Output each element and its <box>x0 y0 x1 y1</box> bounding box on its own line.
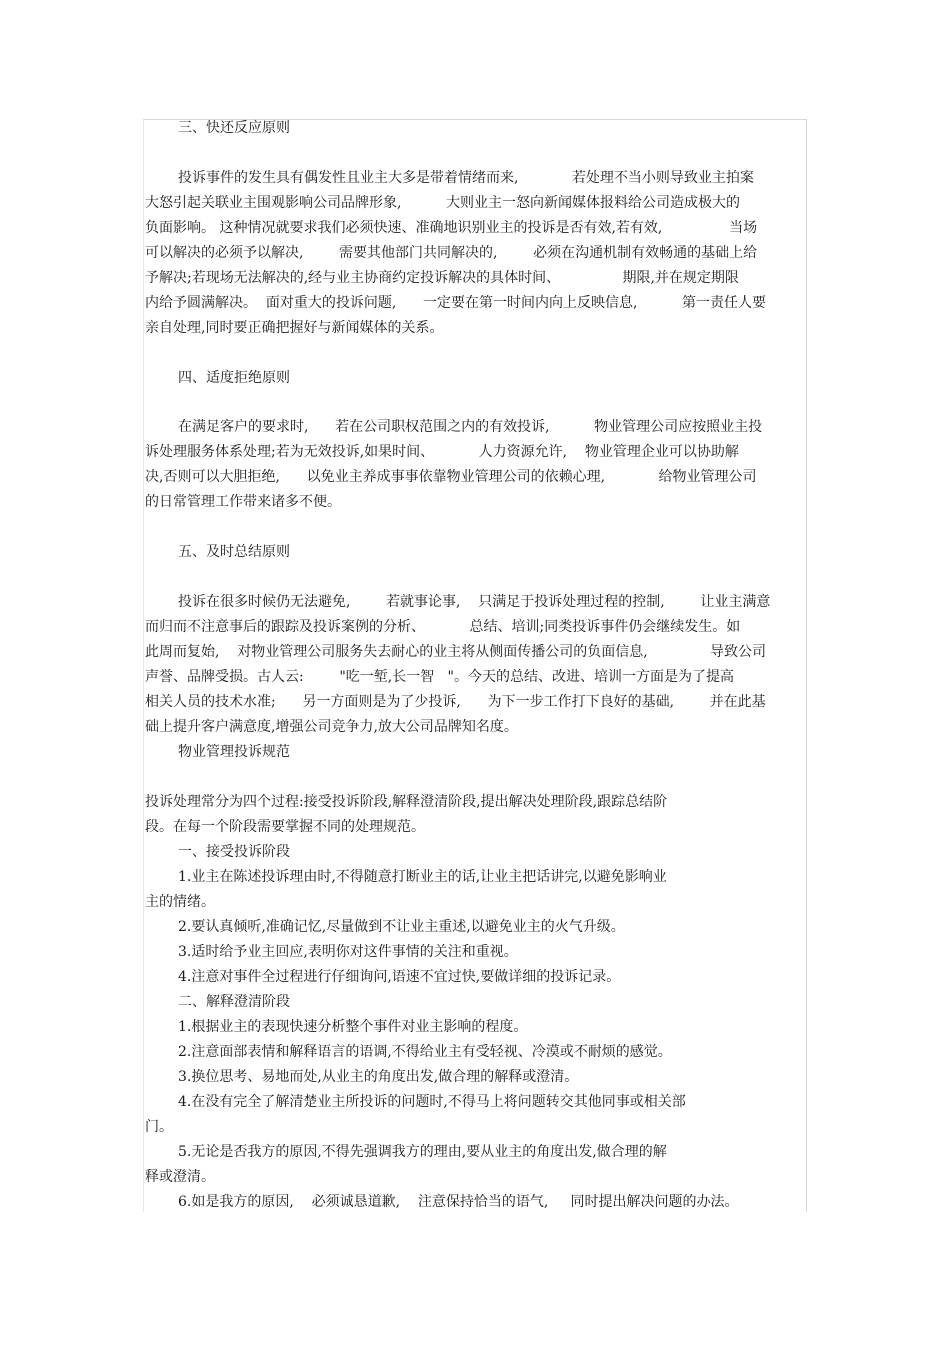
stage-2-item: 6.如是我方的原因, 必须诚恳道歉, 注意保持恰当的语气, 同时提出解决问题的办法。 <box>178 1194 739 1210</box>
stage-2-item: 1.根据业主的表现快速分析整个事件对业主影响的程度。 <box>178 1019 528 1035</box>
spec-intro-line: 段。在每一个阶段需要掌握不同的处理规范。 <box>145 819 425 835</box>
section-3-line: 亲自处理,同时要正确把握好与新闻媒体的关系。 <box>145 320 444 336</box>
stage-1-item: 1.业主在陈述投诉理由时,不得随意打断业主的话,让业主把话讲完,以避免影响业 <box>178 869 667 885</box>
section-3-line: 予解决;若现场无法解决的,经与业主协商约定投诉解决的具体时间、 期限,并在规定期限 <box>145 270 739 286</box>
section-3-line: 负面影响。 这种情况就要求我们必须快速、准确地识别业主的投诉是否有效,若有效, 当场 <box>145 220 758 236</box>
stage-2-item: 释或澄清。 <box>145 1169 215 1185</box>
stage-1-item: 主的情绪。 <box>145 894 215 910</box>
section-5-line: 此周而复始, 对物业管理公司服务失去耐心的业主将从侧面传播公司的负面信息, 导致公司 <box>145 644 767 660</box>
section-5-line: 投诉在很多时候仍无法避免, 若就事论事, 只满足于投诉处理过程的控制, 让业主满意 <box>178 594 771 610</box>
section-4-line: 诉处理服务体系处理;若为无效投诉,如果时间、 人力资源允许, 物业管理企业可以协助解 <box>145 444 739 460</box>
stage-2-item: 3.换位思考、易地而处,从业主的角度出发,做合理的解释或澄清。 <box>178 1069 579 1085</box>
section-4-line: 在满足客户的要求时, 若在公司职权范围之内的有效投诉, 物业管理公司应按照业主投 <box>178 419 763 435</box>
section-5-heading: 五、及时总结原则 <box>178 544 290 560</box>
stage-1-item: 4.注意对事件全过程进行仔细询问,语速不宜过快,要做详细的投诉记录。 <box>178 969 621 985</box>
stage-1-item: 3.适时给予业主回应,表明你对这件事情的关注和重视。 <box>178 944 518 960</box>
section-5-line: 而归而不注意事后的跟踪及投诉案例的分析、 总结、培训;同类投诉事件仍会继续发生。如 <box>145 619 741 635</box>
spec-title: 物业管理投诉规范 <box>178 744 290 760</box>
section-3-heading: 三、快还反应原则 <box>178 120 290 136</box>
stage-2-item: 门。 <box>145 1119 173 1135</box>
section-4-line: 决,否则可以大胆拒绝, 以免业主养成事事依靠物业管理公司的依赖心理, 给物业管理公司 <box>145 469 757 485</box>
section-5-line: 础上提升客户满意度,增强公司竞争力,放大公司品牌知名度。 <box>145 719 518 735</box>
spec-intro-line: 投诉处理常分为四个过程:接受投诉阶段,解释澄清阶段,提出解决处理阶段,跟踪总结阶 <box>145 794 668 810</box>
section-4-line: 的日常管理工作带来诸多不便。 <box>145 494 341 510</box>
section-5-line: 相关人员的技术水准; 另一方面则是为了少投诉, 为下一步工作打下良好的基础, 并在此基 <box>145 694 766 710</box>
section-5-line: 声誉、品牌受损。古人云: "吃一堑,长一智 "。今天的总结、改进、培训一方面是为了提高 <box>145 669 734 685</box>
stage-1-item: 2.要认真倾听,准确记忆,尽量做到不让业主重述,以避免业主的火气升级。 <box>178 919 625 935</box>
stage-2-item: 2.注意面部表情和解释语言的语调,不得给业主有受轻视、冷漠或不耐烦的感觉。 <box>178 1044 672 1060</box>
stage-2-heading: 二、解释澄清阶段 <box>178 994 290 1010</box>
stage-1-heading: 一、接受投诉阶段 <box>178 844 290 860</box>
section-3-line: 大怒引起关联业主围观影响公司品牌形象, 大则业主一怒向新闻媒体报料给公司造成极大的 <box>145 195 740 211</box>
section-4-heading: 四、适度拒绝原则 <box>178 370 290 386</box>
stage-2-item: 5.无论是否我方的原因,不得先强调我方的理由,要从业主的角度出发,做合理的解 <box>178 1144 667 1160</box>
section-3-line: 投诉事件的发生具有偶发性且业主大多是带着情绪而来, 若处理不当小则导致业主拍案 <box>178 170 754 186</box>
section-3-line: 内给予圆满解决。 面对重大的投诉问题, 一定要在第一时间内向上反映信息, 第一责任人要 <box>145 295 767 311</box>
section-3-line: 可以解决的必须予以解决, 需要其他部门共同解决的, 必须在沟通机制有效畅通的基础上给 <box>145 245 758 261</box>
stage-2-item: 4.在没有完全了解清楚业主所投诉的问题时,不得马上将问题转交其他同事或相关部 <box>178 1094 686 1110</box>
